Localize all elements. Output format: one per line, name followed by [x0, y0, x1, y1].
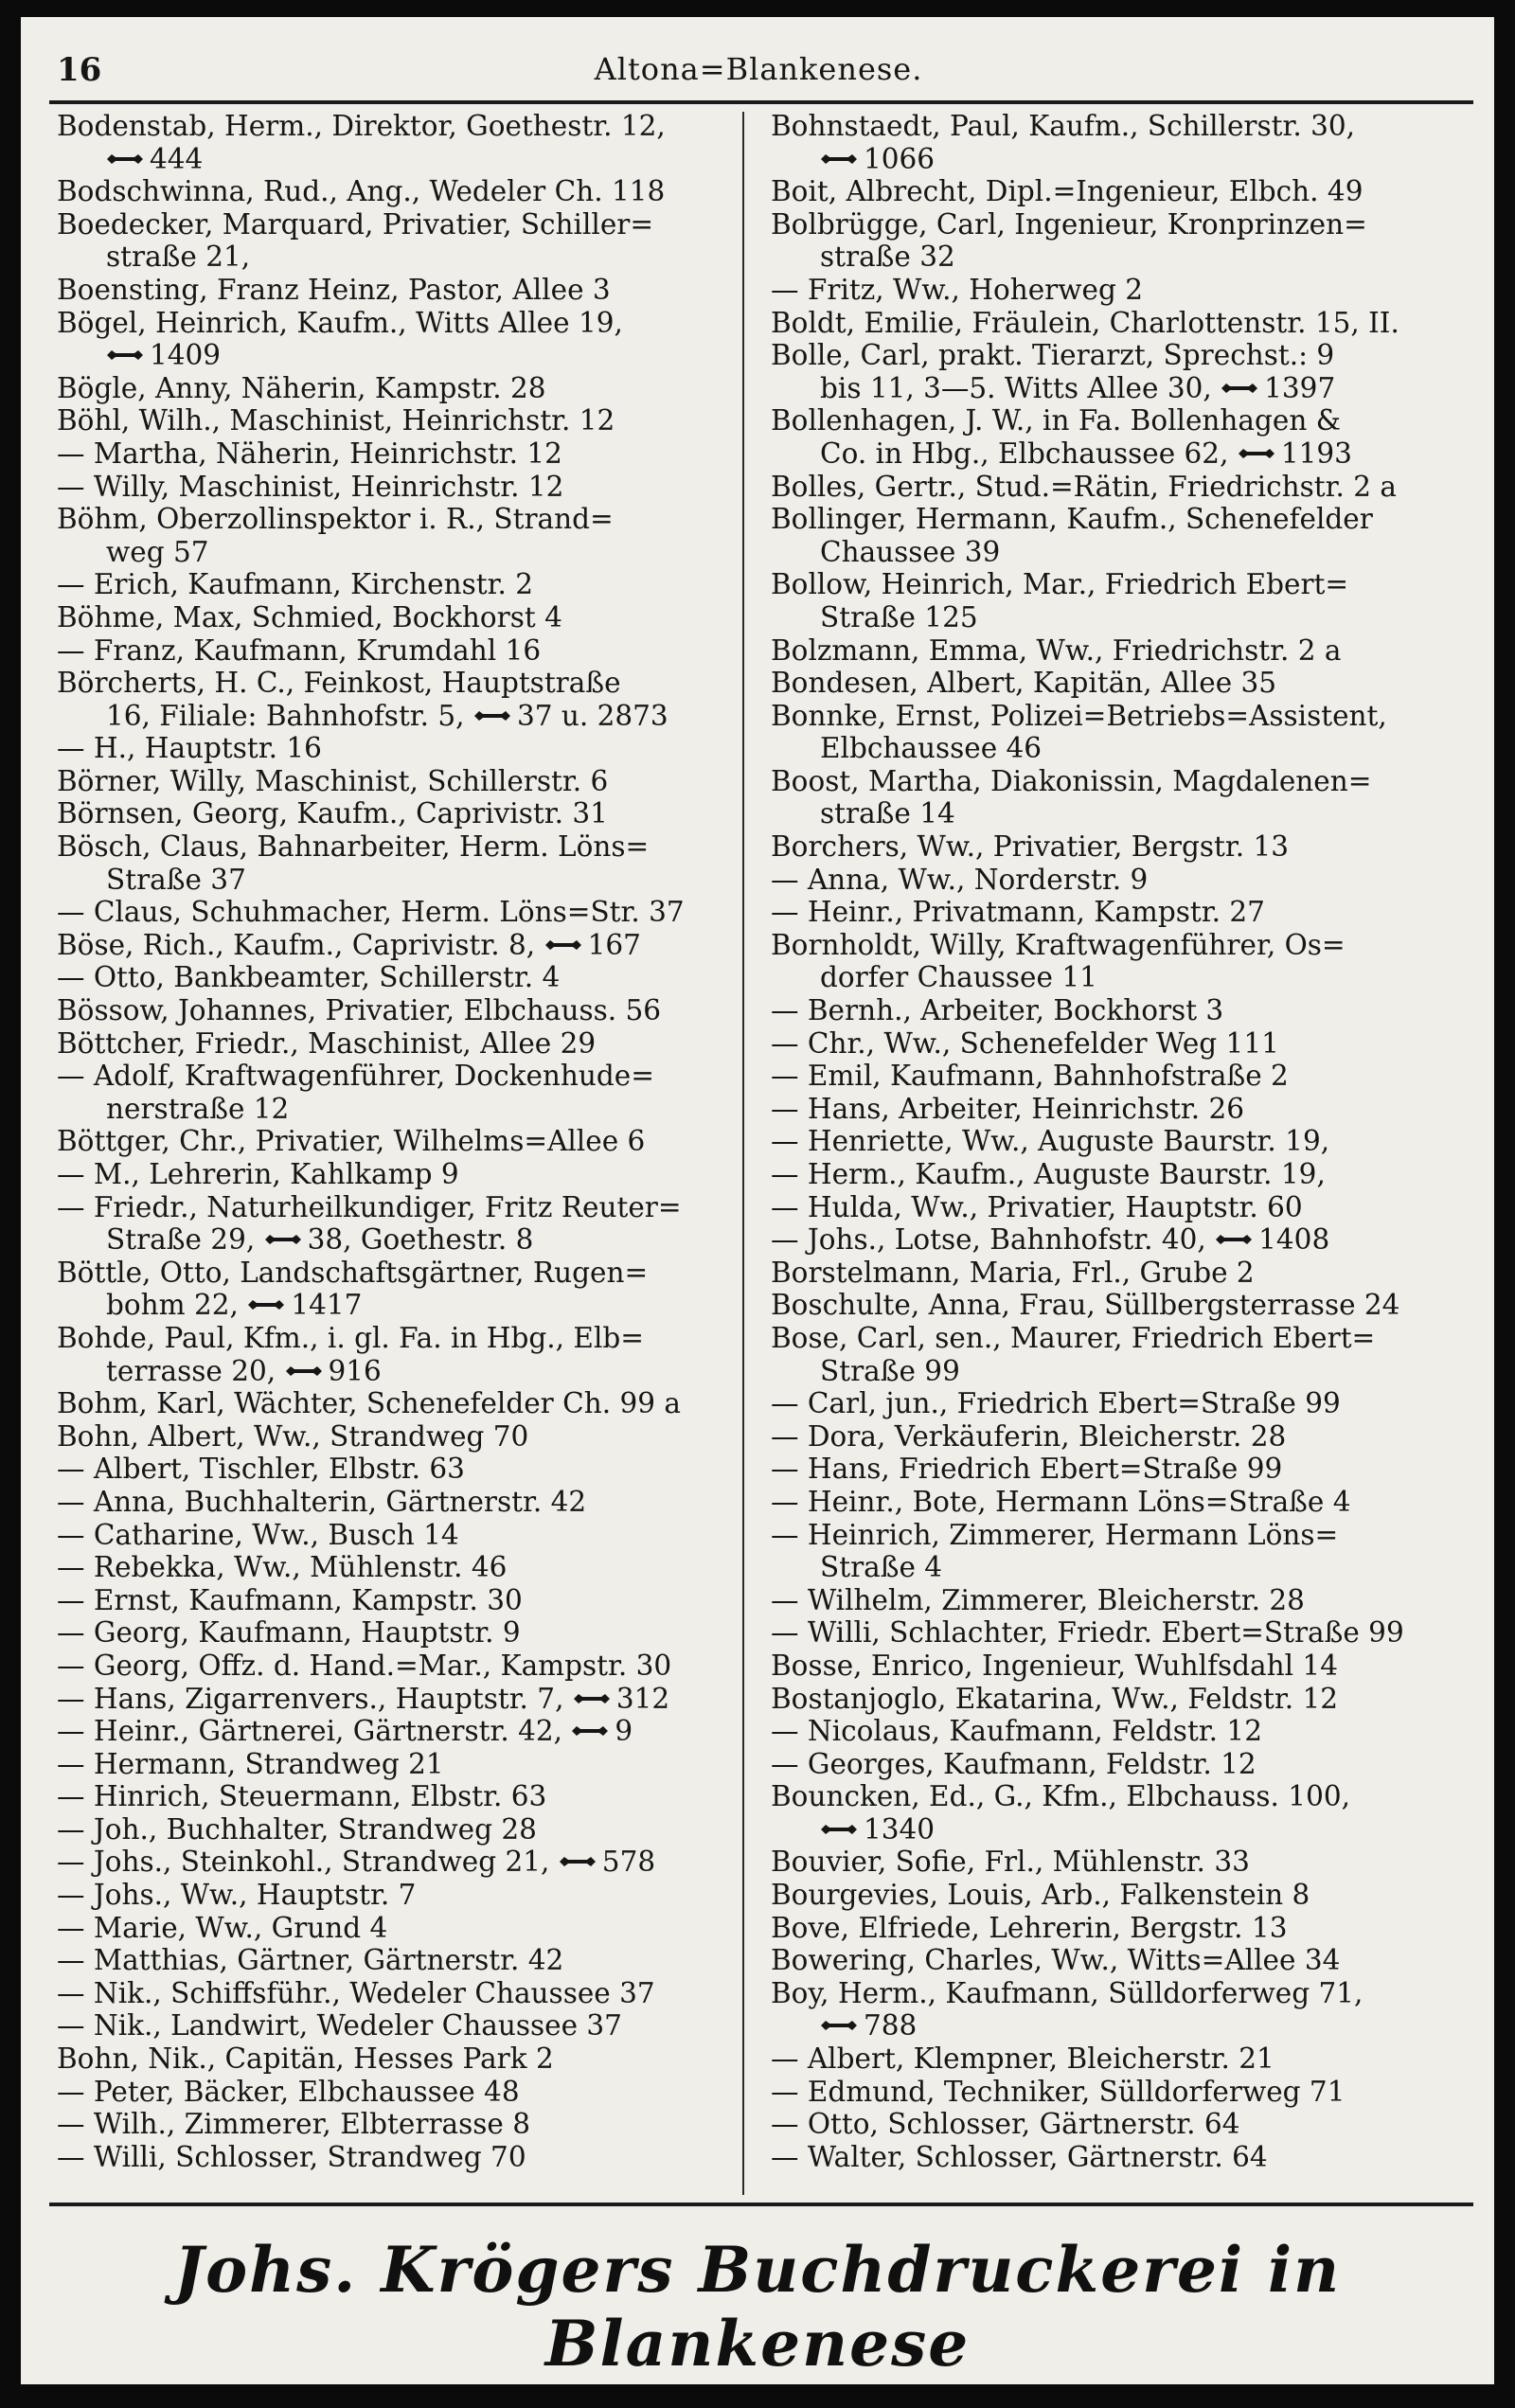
- entry-text: — Herm., Kaufm., Auguste Baurstr. 19,: [771, 1158, 1326, 1190]
- entry-text: — Wilhelm, Zimmerer, Bleicherstr. 28: [771, 1583, 1305, 1616]
- telephone-icon: [573, 1690, 611, 1705]
- directory-entry: [57, 1912, 720, 1945]
- entry-text: — Peter, Bäcker, Elbchaussee 48: [57, 2075, 520, 2108]
- directory-entry: [57, 765, 720, 798]
- entry-text: Bollenhagen, J. W., in Fa. Bollenhagen &: [771, 404, 1341, 437]
- directory-entry: [57, 1486, 720, 1519]
- entry-text: Bouvier, Sofie, Frl., Mühlenstr. 33: [771, 1846, 1250, 1879]
- directory-entry: [771, 1715, 1445, 1748]
- directory-entry: [771, 1060, 1445, 1093]
- left-column: [57, 110, 720, 2173]
- entry-text: Bohn, Nik., Capitän, Hesses Park 2: [57, 2042, 554, 2076]
- directory-entry: [57, 1650, 720, 1683]
- entry-text: — Otto, Schlosser, Gärtnerstr. 64: [771, 2108, 1240, 2141]
- entry-continuation: Straße 37: [106, 863, 246, 896]
- entry-text: Bolles, Gertr., Stud.=Rätin, Friedrichstr. 2 a: [771, 470, 1397, 503]
- directory-entry: [771, 634, 1445, 668]
- directory-entry: [57, 1879, 720, 1912]
- entry-text: Borchers, Ww., Privatier, Bergstr. 13: [771, 830, 1289, 864]
- directory-entry: [57, 2076, 720, 2109]
- entry-text: Boy, Herm., Kaufmann, Sülldorferweg 71,: [771, 1976, 1364, 2009]
- directory-entry: [57, 1387, 720, 1420]
- directory-entry: [57, 1551, 720, 1584]
- entry-text: Bornholdt, Willy, Kraftwagenführer, Os=: [771, 928, 1346, 961]
- directory-entry: [57, 503, 720, 568]
- entry-text: — Joh., Buchhalter, Strandweg 28: [57, 1812, 537, 1846]
- entry-text: — Georges, Kaufmann, Feldstr. 12: [771, 1747, 1257, 1780]
- directory-entry: [57, 568, 720, 601]
- directory-entry: [57, 1257, 720, 1322]
- entry-text: — Heinrich, Zimmerer, Hermann Löns=: [771, 1518, 1339, 1551]
- entry-text: Bodschwinna, Rud., Ang., Wedeler Ch. 118: [57, 175, 666, 208]
- directory-entry: [57, 1453, 720, 1486]
- directory-entry: [771, 1486, 1445, 1519]
- directory-entry: [771, 1616, 1445, 1650]
- entry-text: Bögle, Anny, Näherin, Kampstr. 28: [57, 371, 546, 404]
- directory-entry: [57, 797, 720, 830]
- directory-entry: [57, 471, 720, 504]
- entry-text: Bostanjoglo, Ekatarina, Ww., Feldstr. 12: [771, 1682, 1339, 1715]
- directory-entry: [57, 994, 720, 1027]
- telephone-icon: [820, 151, 858, 166]
- entry-text: — Franz, Kaufmann, Krumdahl 16: [57, 633, 542, 667]
- directory-entry: [57, 274, 720, 307]
- directory-entry: [57, 634, 720, 668]
- telephone-icon: [473, 707, 511, 722]
- entry-text: — Heinr., Bote, Hermann Löns=Straße 4: [771, 1485, 1351, 1518]
- directory-entry: [771, 929, 1445, 994]
- directory-entry: [771, 2141, 1445, 2174]
- entry-text: Bourgevies, Louis, Arb., Falkenstein 8: [771, 1879, 1310, 1912]
- directory-entry: [57, 1683, 720, 1716]
- entry-text: — Anna, Buchhalterin, Gärtnerstr. 42: [57, 1485, 587, 1518]
- entry-continuation: 1409: [57, 339, 720, 372]
- entry-text: Böttger, Chr., Privatier, Wilhelms=Allee 6: [57, 1125, 646, 1158]
- entry-continuation: bohm 22, 1417: [106, 1289, 363, 1322]
- directory-entry: [57, 1846, 720, 1879]
- entry-text: Bolbrügge, Carl, Ingenieur, Kronprinzen=: [771, 207, 1367, 241]
- telephone-icon: [106, 151, 144, 166]
- entry-text: — Albert, Tischler, Elbstr. 63: [57, 1453, 465, 1486]
- directory-entry: [57, 404, 720, 437]
- entry-text: Boldt, Emilie, Fräulein, Charlottenstr. 15, II.: [771, 306, 1399, 339]
- entry-text: Bosse, Enrico, Ingenieur, Wuhlfsdahl 14: [771, 1649, 1338, 1682]
- directory-entry: [771, 1027, 1445, 1061]
- directory-entry: [57, 1027, 720, 1061]
- entry-text: — Catharine, Ww., Busch 14: [57, 1518, 459, 1551]
- entry-text: Bonnke, Ernst, Polizei=Betriebs=Assistent,: [771, 699, 1387, 732]
- directory-entry: [771, 1977, 1445, 2042]
- entry-text: — Albert, Klempner, Bleicherstr. 21: [771, 2042, 1274, 2076]
- entry-text: — Claus, Schuhmacher, Herm. Löns=Str. 37: [57, 896, 685, 929]
- entry-text: Bösch, Claus, Bahnarbeiter, Herm. Löns=: [57, 830, 650, 864]
- directory-entry: [771, 2108, 1445, 2141]
- directory-entry: [771, 175, 1445, 208]
- directory-entry: [57, 1158, 720, 1191]
- directory-entry: [771, 568, 1445, 633]
- entry-text: — Matthias, Gärtner, Gärtnerstr. 42: [57, 1944, 564, 1977]
- entry-text: Bondesen, Albert, Kapitän, Allee 35: [771, 667, 1277, 700]
- running-head: Altona=Blankenese.: [594, 51, 923, 87]
- entry-text: — Henriette, Ww., Auguste Baurstr. 19,: [771, 1125, 1330, 1158]
- entry-text: Böhm, Oberzollinspektor i. R., Strand=: [57, 503, 614, 536]
- entry-continuation: straße 21,: [106, 241, 251, 274]
- entry-text: Bögel, Heinrich, Kaufm., Witts Allee 19,: [57, 306, 623, 339]
- directory-entry: [57, 1519, 720, 1552]
- directory-entry: [57, 110, 720, 175]
- directory-entry: [57, 2009, 720, 2042]
- entry-continuation: 1340: [771, 1813, 1445, 1846]
- entry-text: Borstelmann, Maria, Frl., Grube 2: [771, 1256, 1255, 1289]
- directory-entry: [57, 1944, 720, 1977]
- entry-text: — Adolf, Kraftwagenführer, Dockenhude=: [57, 1060, 654, 1093]
- entry-text: — Georg, Kaufmann, Hauptstr. 9: [57, 1616, 521, 1650]
- telephone-icon: [544, 936, 582, 952]
- directory-entry: [771, 208, 1445, 274]
- directory-entry: [57, 372, 720, 405]
- entry-text: Boschulte, Anna, Frau, Süllbergsterrasse 24: [771, 1289, 1400, 1322]
- directory-entry: [771, 1519, 1445, 1584]
- telephone-icon: [264, 1231, 302, 1246]
- entry-text: — Johs., Ww., Hauptstr. 7: [57, 1879, 417, 1912]
- entry-text: — Wilh., Zimmerer, Elbterrasse 8: [57, 2108, 531, 2141]
- directory-entry: [57, 896, 720, 929]
- column-divider: [742, 112, 744, 2195]
- footer-advertisement: Johs. Krögers Buchdruckerei in Blankenese: [173, 2233, 1342, 2381]
- telephone-icon: [571, 1722, 609, 1738]
- directory-entry: [771, 830, 1445, 864]
- directory-entry: [771, 1912, 1445, 1945]
- telephone-icon: [1238, 445, 1275, 460]
- directory-entry: [771, 864, 1445, 897]
- directory-entry: [771, 1289, 1445, 1322]
- directory-entry: [771, 307, 1445, 340]
- entry-text: Böttcher, Friedr., Maschinist, Allee 29: [57, 1026, 597, 1060]
- telephone-icon: [820, 2017, 858, 2032]
- entry-text: Börnsen, Georg, Kaufm., Caprivistr. 31: [57, 797, 608, 830]
- entry-text: Bodenstab, Herm., Direktor, Goethestr. 12,: [57, 110, 666, 142]
- entry-text: — Nik., Landwirt, Wedeler Chaussee 37: [57, 2009, 622, 2042]
- directory-entry: [771, 1387, 1445, 1420]
- entry-text: Bolle, Carl, prakt. Tierarzt, Sprechst.: 9: [771, 339, 1335, 372]
- entry-text: — Heinr., Gärtnerei, Gärtnerstr. 42, 9: [57, 1715, 633, 1748]
- directory-entry: [771, 1780, 1445, 1846]
- entry-text: — Fritz, Ww., Hoherweg 2: [771, 273, 1144, 306]
- entry-text: — Willi, Schlosser, Strandweg 70: [57, 2140, 526, 2173]
- directory-entry: [57, 437, 720, 471]
- entry-text: — Hans, Zigarrenvers., Hauptstr. 7, 312: [57, 1682, 670, 1715]
- page-number: 16: [57, 51, 102, 89]
- directory-entry: [57, 830, 720, 896]
- directory-entry: [771, 1453, 1445, 1486]
- directory-entry: [771, 339, 1445, 404]
- directory-entry: [771, 1322, 1445, 1387]
- entry-text: — Hulda, Ww., Privatier, Hauptstr. 60: [771, 1190, 1303, 1223]
- entry-text: — Hermann, Strandweg 21: [57, 1747, 444, 1780]
- directory-entry: [57, 732, 720, 765]
- directory-entry: [57, 1060, 720, 1125]
- entry-text: — Johs., Lotse, Bahnhofstr. 40, 1408: [771, 1223, 1330, 1257]
- entry-text: — Edmund, Techniker, Sülldorferweg 71: [771, 2075, 1346, 2108]
- entry-text: Bohn, Albert, Ww., Strandweg 70: [57, 1419, 529, 1453]
- entry-continuation: Elbchaussee 46: [820, 732, 1043, 765]
- directory-page: [21, 17, 1494, 2384]
- directory-entry: [57, 1813, 720, 1846]
- entry-continuation: nerstraße 12: [106, 1092, 290, 1125]
- directory-entry: [57, 2141, 720, 2174]
- directory-entry: [771, 1650, 1445, 1683]
- entry-text: Börner, Willy, Maschinist, Schillerstr. 6: [57, 764, 609, 797]
- entry-text: — Marie, Ww., Grund 4: [57, 1911, 388, 1944]
- directory-entry: [57, 1780, 720, 1813]
- entry-text: — Georg, Offz. d. Hand.=Mar., Kampstr. 30: [57, 1649, 672, 1682]
- directory-entry: [771, 2076, 1445, 2109]
- entry-continuation: 16, Filiale: Bahnhofstr. 5, 37 u. 2873: [106, 699, 668, 732]
- entry-text: — Ernst, Kaufmann, Kampstr. 30: [57, 1583, 523, 1616]
- directory-entry: [771, 1944, 1445, 1977]
- entry-continuation: dorfer Chaussee 11: [820, 961, 1097, 994]
- directory-entry: [771, 1257, 1445, 1290]
- entry-text: Bössow, Johannes, Privatier, Elbchauss. 56: [57, 994, 662, 1027]
- directory-entry: [771, 1683, 1445, 1716]
- entry-text: — Emil, Kaufmann, Bahnhofstraße 2: [771, 1060, 1289, 1093]
- directory-entry: [57, 1977, 720, 2010]
- header-rule: [49, 100, 1473, 104]
- directory-entry: [57, 208, 720, 274]
- directory-entry: [771, 274, 1445, 307]
- entry-text: Böttle, Otto, Landschaftsgärtner, Rugen=: [57, 1256, 649, 1289]
- entry-text: — Hans, Friedrich Ebert=Straße 99: [771, 1453, 1283, 1486]
- directory-entry: [57, 1715, 720, 1748]
- entry-text: Bove, Elfriede, Lehrerin, Bergstr. 13: [771, 1911, 1288, 1944]
- entry-text: Böhl, Wilh., Maschinist, Heinrichstr. 12: [57, 404, 615, 437]
- entry-text: — Carl, jun., Friedrich Ebert=Straße 99: [771, 1387, 1341, 1420]
- entry-text: — Anna, Ww., Norderstr. 9: [771, 863, 1149, 896]
- entry-continuation: Chaussee 39: [820, 535, 1001, 568]
- entry-continuation: straße 14: [820, 797, 955, 830]
- entry-text: Bohnstaedt, Paul, Kaufm., Schillerstr. 30,: [771, 110, 1356, 142]
- entry-continuation: 1066: [771, 143, 1445, 176]
- directory-entry: [771, 1158, 1445, 1191]
- entry-continuation: Straße 29, 38, Goethestr. 8: [106, 1223, 534, 1257]
- directory-entry: [57, 1584, 720, 1617]
- directory-entry: [57, 1125, 720, 1158]
- footer-rule: [49, 2203, 1473, 2206]
- entry-continuation: 788: [771, 2009, 1445, 2042]
- directory-entry: [771, 1879, 1445, 1912]
- entry-continuation: Straße 4: [820, 1551, 943, 1584]
- directory-entry: [771, 765, 1445, 830]
- directory-entry: [57, 961, 720, 994]
- entry-text: — Walter, Schlosser, Gärtnerstr. 64: [771, 2140, 1268, 2173]
- entry-text: — H., Hauptstr. 16: [57, 732, 322, 765]
- entry-text: Bollinger, Hermann, Kaufm., Schenefelder: [771, 503, 1373, 536]
- directory-entry: [57, 2042, 720, 2076]
- directory-entry: [771, 896, 1445, 929]
- entry-continuation: Co. in Hbg., Elbchaussee 62, 1193: [820, 437, 1352, 470]
- entry-continuation: 444: [57, 143, 720, 176]
- entry-text: — Heinr., Privatmann, Kampstr. 27: [771, 896, 1265, 929]
- entry-text: Boedecker, Marquard, Privatier, Schiller=: [57, 207, 654, 241]
- directory-entry: [771, 503, 1445, 568]
- telephone-icon: [106, 347, 144, 362]
- directory-entry: [771, 471, 1445, 504]
- entry-text: Böhme, Max, Schmied, Bockhorst 4: [57, 600, 562, 633]
- entry-text: — Rebekka, Ww., Mühlenstr. 46: [57, 1551, 508, 1584]
- telephone-icon: [1221, 380, 1258, 395]
- entry-continuation: Straße 125: [820, 600, 978, 633]
- entry-text: — Hinrich, Steuermann, Elbstr. 63: [57, 1780, 547, 1813]
- entry-text: — M., Lehrerin, Kahlkamp 9: [57, 1158, 459, 1190]
- directory-entry: [771, 1420, 1445, 1454]
- directory-entry: [771, 2042, 1445, 2076]
- entry-text: — Erich, Kaufmann, Kirchenstr. 2: [57, 568, 534, 601]
- entry-text: Bose, Carl, sen., Maurer, Friedrich Ebert=: [771, 1321, 1376, 1354]
- directory-entry: [57, 1191, 720, 1257]
- entry-continuation: straße 32: [820, 241, 955, 274]
- telephone-icon: [820, 1821, 858, 1836]
- entry-continuation: weg 57: [106, 535, 209, 568]
- entry-text: — Otto, Bankbeamter, Schillerstr. 4: [57, 961, 561, 994]
- entry-continuation: bis 11, 3—5. Witts Allee 30, 1397: [820, 371, 1336, 404]
- telephone-icon: [1215, 1231, 1253, 1246]
- page-header: [57, 51, 1460, 100]
- entry-text: Bouncken, Ed., G., Kfm., Elbchauss. 100,: [771, 1780, 1350, 1813]
- entry-text: Bowering, Charles, Ww., Witts=Allee 34: [771, 1944, 1341, 1977]
- entry-text: Bohde, Paul, Kfm., i. gl. Fa. in Hbg., Elb=: [57, 1321, 644, 1354]
- directory-entry: [771, 994, 1445, 1027]
- directory-entry: [57, 1322, 720, 1387]
- entry-text: Boensting, Franz Heinz, Pastor, Allee 3: [57, 273, 611, 306]
- entry-text: Bollow, Heinrich, Mar., Friedrich Ebert=: [771, 568, 1349, 601]
- telephone-icon: [285, 1363, 323, 1378]
- entry-text: — Hans, Arbeiter, Heinrichstr. 26: [771, 1092, 1245, 1125]
- entry-text: — Willy, Maschinist, Heinrichstr. 12: [57, 470, 564, 503]
- entry-text: — Nicolaus, Kaufmann, Feldstr. 12: [771, 1715, 1262, 1748]
- entry-continuation: terrasse 20, 916: [106, 1354, 382, 1387]
- directory-entry: [771, 1223, 1445, 1257]
- directory-entry: [771, 1846, 1445, 1879]
- directory-entry: [57, 1420, 720, 1454]
- directory-entry: [771, 1748, 1445, 1781]
- directory-entry: [771, 110, 1445, 175]
- directory-entry: [57, 2108, 720, 2141]
- entry-text: — Johs., Steinkohl., Strandweg 21, 578: [57, 1846, 656, 1879]
- right-column: [771, 110, 1445, 2173]
- directory-entry: [57, 175, 720, 208]
- entry-text: — Willi, Schlachter, Friedr. Ebert=Straße 99: [771, 1616, 1404, 1650]
- directory-entry: [57, 667, 720, 732]
- directory-entry: [771, 1191, 1445, 1224]
- directory-entry: [57, 601, 720, 634]
- entry-text: Böse, Rich., Kaufm., Caprivistr. 8, 167: [57, 928, 641, 961]
- entry-text: Börcherts, H. C., Feinkost, Hauptstraße: [57, 667, 621, 700]
- directory-entry: [771, 1093, 1445, 1126]
- directory-entry: [57, 1616, 720, 1650]
- directory-entry: [771, 1584, 1445, 1617]
- entry-text: — Martha, Näherin, Heinrichstr. 12: [57, 437, 562, 470]
- entry-text: — Chr., Ww., Schenefelder Weg 111: [771, 1026, 1279, 1060]
- entry-text: Boost, Martha, Diakonissin, Magdalenen=: [771, 764, 1372, 797]
- directory-entry: [771, 667, 1445, 700]
- directory-entry: [771, 1125, 1445, 1158]
- directory-entry: [57, 929, 720, 962]
- entry-text: — Friedr., Naturheilkundiger, Fritz Reuter=: [57, 1190, 682, 1223]
- entry-text: Bohm, Karl, Wächter, Schenefelder Ch. 99 a: [57, 1387, 681, 1420]
- entry-text: — Bernh., Arbeiter, Bockhorst 3: [771, 994, 1224, 1027]
- telephone-icon: [559, 1853, 597, 1868]
- entry-continuation: Straße 99: [820, 1354, 960, 1387]
- directory-entry: [57, 307, 720, 372]
- directory-entry: [57, 1748, 720, 1781]
- entry-text: — Dora, Verkäuferin, Bleicherstr. 28: [771, 1419, 1287, 1453]
- directory-entry: [771, 700, 1445, 765]
- directory-entry: [771, 404, 1445, 470]
- entry-text: — Nik., Schiffsführ., Wedeler Chaussee 37: [57, 1976, 655, 2009]
- entry-text: Bolzmann, Emma, Ww., Friedrichstr. 2 a: [771, 633, 1342, 667]
- entry-text: Boit, Albrecht, Dipl.=Ingenieur, Elbch. 49: [771, 175, 1364, 208]
- telephone-icon: [247, 1296, 285, 1311]
